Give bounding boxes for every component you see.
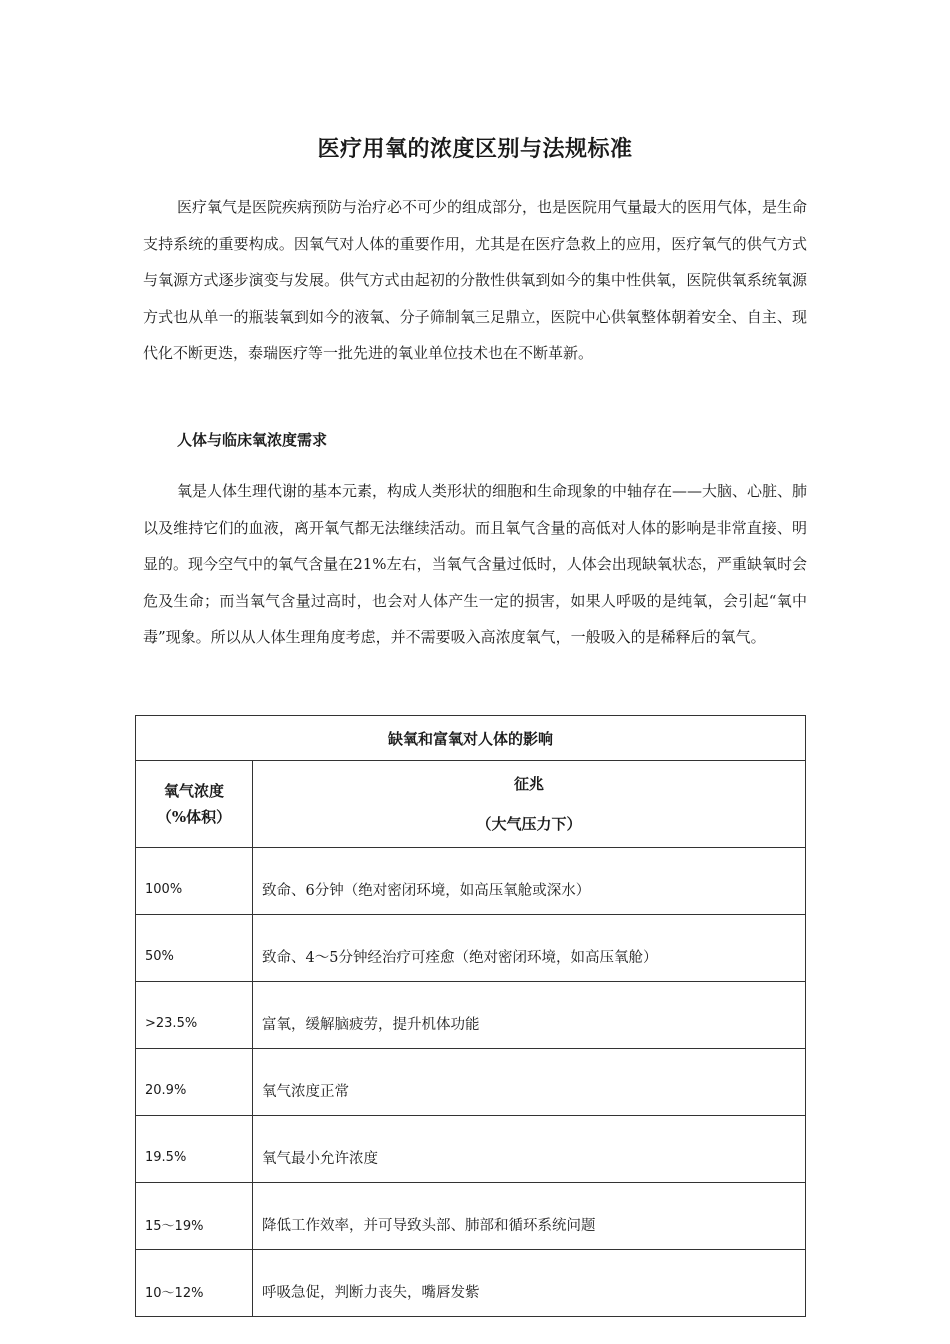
header-symptom bbox=[253, 761, 806, 848]
concentration-cell: 15～19% bbox=[136, 1183, 253, 1250]
symptom-cell: 致命、4～5分钟经治疗可痊愈（绝对密闭环境，如高压氧舱） bbox=[253, 915, 806, 982]
concentration-cell: 50% bbox=[136, 915, 253, 982]
table-row bbox=[136, 1183, 806, 1250]
table-row bbox=[136, 1116, 806, 1183]
page-title: 医疗用氧的浓度区别与法规标准 bbox=[317, 136, 633, 162]
symptom-cell: 呼吸急促，判断力丧失，嘴唇发紫 bbox=[253, 1250, 806, 1317]
body-paragraph: 氧是人体生理代谢的基本元素，构成人类形状的细胞和生命现象的中轴存在——大脑、心脏、肺以及维持它们的血液，离开氧气都无法继续活动。而且氧气含量的高低对人体的影响是非常直接、明显的。现今空气中的氧气含量在21%左右，当氧气含量过低时，人体会出现缺氧状态，严重缺氧时会危及生命；而当氧气含量过高时，也会对人体产生一定的损害，如果人呼吸的是纯氧，会引起“氧中毒”现象。所以从人体生理角度考虑，并不需要吸入高浓度氧气，一般吸入的是稀释后的氧气。 bbox=[143, 482, 808, 646]
concentration-cell: 20.9% bbox=[136, 1049, 253, 1116]
table-row bbox=[136, 848, 806, 915]
symptom-cell: 氧气浓度正常 bbox=[253, 1049, 806, 1116]
header-concentration bbox=[136, 761, 253, 848]
symptom-cell: 致命、6分钟（绝对密闭环境，如高压氧舱或深水） bbox=[253, 848, 806, 915]
concentration-cell: 10～12% bbox=[136, 1250, 253, 1317]
concentration-cell: >23.5% bbox=[136, 982, 253, 1049]
section-heading: 人体与临床氧浓度需求 bbox=[177, 431, 328, 449]
table-row bbox=[136, 915, 806, 982]
concentration-cell: 100% bbox=[136, 848, 253, 915]
table-row bbox=[136, 1250, 806, 1317]
table-row bbox=[136, 1049, 806, 1116]
header-symptom-line1: 征兆 bbox=[513, 775, 544, 793]
table-row bbox=[136, 982, 806, 1049]
symptom-cell: 富氧，缓解脑疲劳，提升机体功能 bbox=[253, 982, 806, 1049]
table-caption: 缺氧和富氧对人体的影响 bbox=[136, 716, 806, 761]
intro-paragraph: 医疗氧气是医院疾病预防与治疗必不可少的组成部分，也是医院用气量最大的医用气体，是生命支持系统的重要构成。因氧气对人体的重要作用，尤其是在医疗急救上的应用，医疗氧气的供气方式与氧源方式逐步演变与发展。供气方式由起初的分散性供氧到如今的集中性供氧，医院供氧系统氧源方式也从单一的瓶装氧到如今的液氧、分子筛制氧三足鼎立，医院中心供氧整体朝着安全、自主、现代化不断更迭，泰瑞医疗等一批先进的氧业单位技术也在不断革新。 bbox=[143, 198, 808, 362]
symptom-cell: 降低工作效率，并可导致头部、肺部和循环系统问题 bbox=[253, 1183, 806, 1250]
header-concentration-line2: （%体积） bbox=[156, 808, 232, 826]
symptom-cell: 氧气最小允许浓度 bbox=[253, 1116, 806, 1183]
oxygen-effects-table bbox=[135, 715, 806, 1317]
concentration-cell: 19.5% bbox=[136, 1116, 253, 1183]
header-symptom-line2: （大气压力下） bbox=[476, 815, 582, 833]
header-concentration-line1: 氧气浓度 bbox=[163, 782, 224, 800]
